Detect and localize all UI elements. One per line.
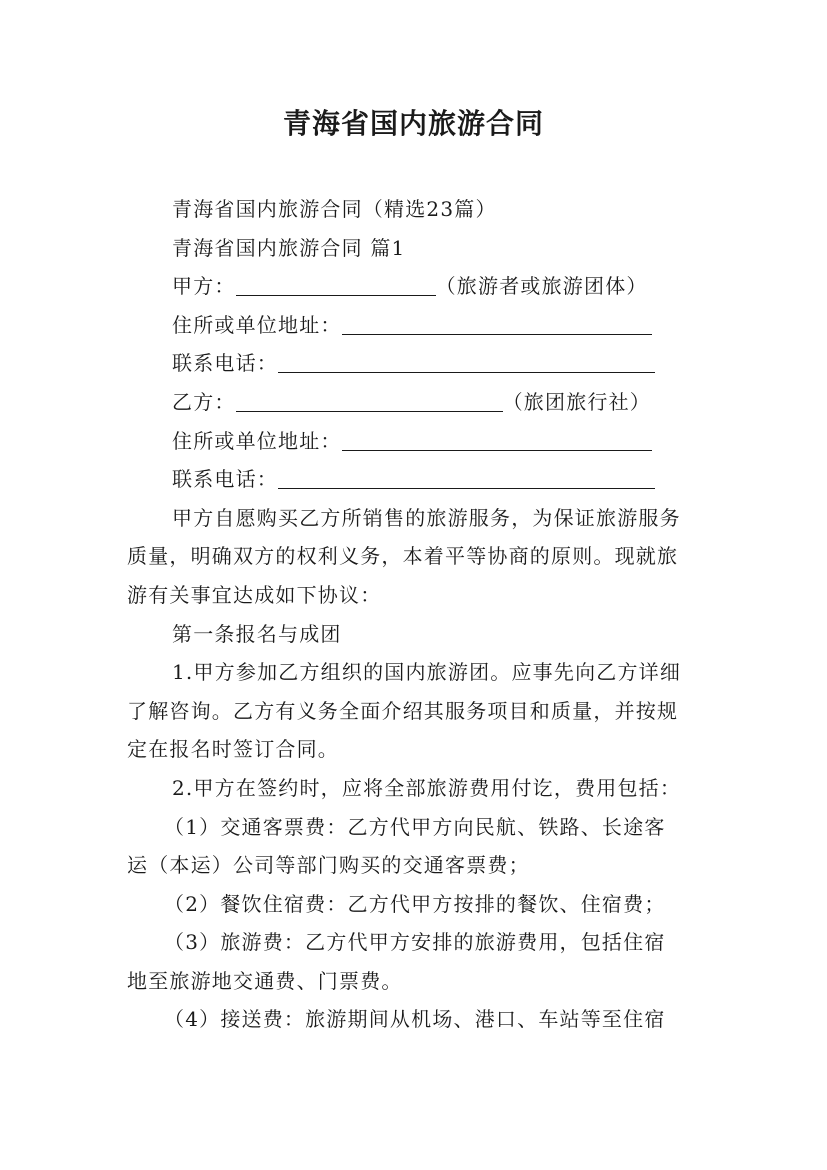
party-b-phone-label: 联系电话： [172, 467, 278, 492]
item-1-line-1: 1.甲方参加乙方组织的国内旅游团。应事先向乙方详细 [172, 660, 682, 685]
item-1-line-3: 定在报名时签订合同。 [127, 737, 339, 762]
section-heading: 青海省国内旅游合同 篇1 [172, 235, 406, 260]
intro-line-2: 质量，明确双方的权利义务，本着平等协商的原则。现就旅 [127, 544, 679, 569]
party-b-address-label: 住所或单位地址： [172, 428, 342, 453]
party-b-label: 乙方： [172, 389, 236, 414]
intro-line-3: 游有关事宜达成如下协议： [127, 582, 382, 607]
fee-2-line: （2）餐饮住宿费：乙方代甲方按排的餐饮、住宿费； [164, 891, 666, 916]
party-b-address-line [127, 422, 707, 461]
document-body [127, 190, 707, 1039]
party-a-address-label: 住所或单位地址： [172, 312, 342, 337]
fee-3-line-1: （3）旅游费：乙方代甲方安排的旅游费用，包括住宿 [164, 930, 666, 955]
party-a-name-blank [236, 273, 436, 296]
party-b-address-blank [342, 428, 652, 451]
party-b-phone-blank [278, 466, 655, 489]
fee-3-line-2: 地至旅游地交通费、门票费。 [127, 968, 403, 993]
intro-line-1: 甲方自愿购买乙方所销售的旅游服务，为保证旅游服务 [172, 505, 681, 530]
party-a-address-line [127, 306, 707, 345]
fee-1-line-1: （1）交通客票费：乙方代甲方向民航、铁路、长途客 [164, 814, 666, 839]
party-a-label: 甲方： [172, 274, 236, 299]
party-a-phone-blank [278, 350, 655, 373]
party-b-suffix: （旅团旅行社） [502, 389, 652, 414]
party-a-phone-line [127, 344, 707, 383]
party-b-name-blank [236, 389, 503, 412]
fee-4-line-1: （4）接送费：旅游期间从机场、港口、车站等至住宿 [164, 1007, 666, 1032]
party-a-address-blank [342, 312, 652, 335]
item-1-line-2: 了解咨询。乙方有义务全面介绍其服务项目和质量，并按规 [127, 698, 679, 723]
article-1-heading: 第一条报名与成团 [172, 621, 342, 646]
subtitle: 青海省国内旅游合同（精选23篇） [172, 197, 497, 221]
document-title: 青海省国内旅游合同 [282, 107, 544, 140]
party-a-line [127, 267, 707, 306]
party-b-phone-line [127, 460, 707, 499]
item-2-line: 2.甲方在签约时，应将全部旅游费用付讫，费用包括： [172, 775, 682, 800]
fee-1-line-2: 运（本运）公司等部门购买的交通客票费； [127, 853, 530, 878]
party-a-phone-label: 联系电话： [172, 351, 278, 376]
party-a-suffix: （旅游者或旅游团体） [435, 274, 648, 299]
party-b-line [127, 383, 707, 422]
